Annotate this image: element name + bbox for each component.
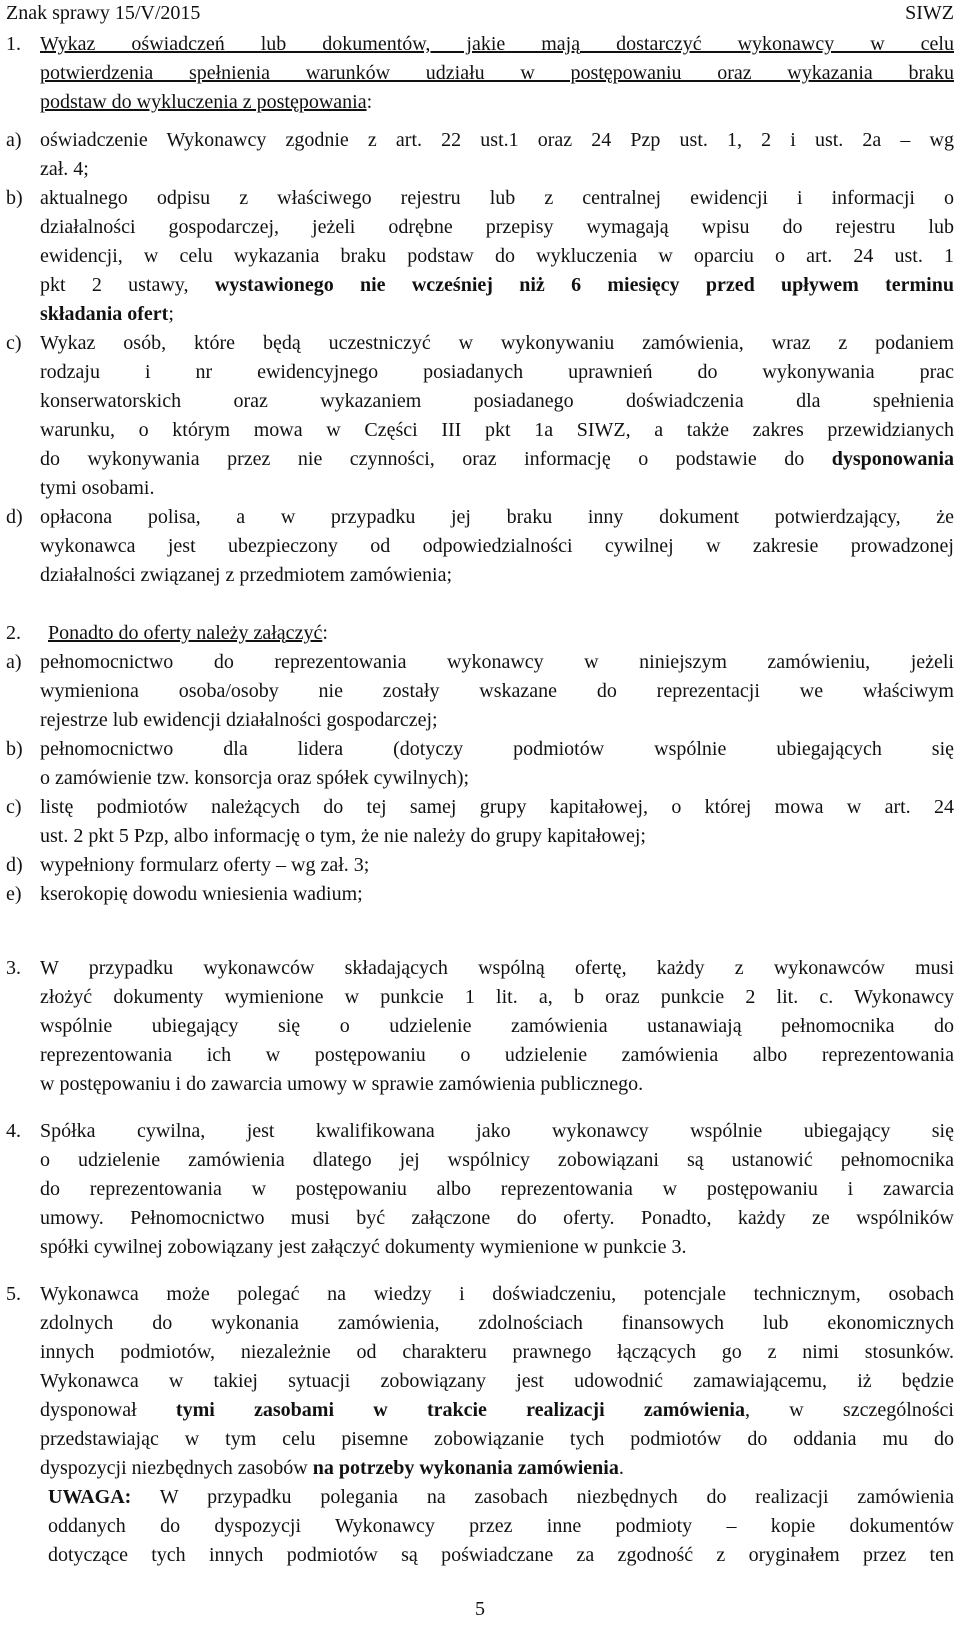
- section-1-number: 1.: [6, 33, 21, 55]
- paragraph-line: W przypadku wykonawców składających wspólną ofertę, każdy z wykonawców musi: [40, 957, 954, 979]
- section-4-number: 4.: [6, 1120, 21, 1142]
- item-label: c): [6, 332, 22, 354]
- item-text-line: wypełniony formularz oferty – wg zał. 3;: [40, 854, 370, 876]
- note-label: UWAGA:: [48, 1486, 132, 1508]
- paragraph-line: do reprezentowania w postępowaniu albo reprezentowania w postępowaniu i zawarcia: [40, 1178, 954, 1200]
- item-text-line: opłacona polisa, a w przypadku jej braku inny dokument potwierdzający, że: [40, 506, 954, 528]
- paragraph-line: przedstawiając w tym celu pisemne zobowiązanie tych podmiotów do oddania mu do: [40, 1428, 954, 1450]
- item-text-line: pkt 2 ustawy, wystawionego nie wcześniej niż 6 miesięcy przed upływem terminu: [40, 274, 954, 296]
- paragraph-line: o udzielenie zamówienia dlatego jej wspólnicy zobowiązani są ustanowić pełnomocnika: [40, 1149, 954, 1171]
- page-number: 5: [475, 1598, 485, 1620]
- section-2-number: 2.: [6, 622, 21, 644]
- case-number: Znak sprawy 15/V/2015: [6, 2, 201, 24]
- item-text-line: warunku, o którym mowa w Części III pkt 1a SIWZ, a także zakres przewidzianych: [40, 419, 954, 441]
- item-text-line: oświadczenie Wykonawcy zgodnie z art. 22 ust.1 oraz 24 Pzp ust. 1, 2 i ust. 2a – wg: [40, 129, 954, 151]
- item-label: b): [6, 738, 23, 760]
- paragraph-line: wspólnie ubiegający się o udzielenie zamówienia ustanawiają pełnomocnika do: [40, 1015, 954, 1037]
- item-text-line: o zamówienie tzw. konsorcja oraz spółek cywilnych);: [40, 767, 470, 789]
- item-text-line: wymieniona osoba/osoby nie zostały wskazane do reprezentacji we właściwym: [40, 680, 954, 702]
- item-text-line: do wykonywania przez nie czynności, oraz informację o podstawie do dysponowania: [40, 448, 954, 470]
- paragraph-line: zdolnych do wykonania zamówienia, zdolnościach finansowych lub ekonomicznych: [40, 1312, 954, 1334]
- item-label: d): [6, 854, 23, 876]
- note-line: UWAGA: W przypadku polegania na zasobach niezbędnych do realizacji zamówienia: [48, 1486, 954, 1508]
- note-line: dotyczące tych innych podmiotów są poświadczane za zgodność z oryginałem przez ten: [48, 1544, 954, 1566]
- item-text-line: ewidencji, w celu wykazania braku podstaw do wykluczenia w oparciu o art. 24 ust. 1: [40, 245, 954, 267]
- paragraph-line: umowy. Pełnomocnictwo musi być załączone do oferty. Ponadto, każdy ze wspólników: [40, 1207, 954, 1229]
- item-label: b): [6, 187, 23, 209]
- section-1-title-line: podstaw do wykluczenia z postępowania:: [40, 91, 373, 113]
- item-text-line: konserwatorskich oraz wykazaniem posiadanego doświadczenia dla spełnienia: [40, 390, 954, 412]
- document-name: SIWZ: [905, 2, 954, 24]
- paragraph-line: spółki cywilnej zobowiązany jest załączyć dokumenty wymienione w punkcie 3.: [40, 1236, 687, 1258]
- paragraph-line: dysponował tymi zasobami w trakcie realizacji zamówienia, w szczególności: [40, 1399, 954, 1421]
- item-text-line: działalności związanej z przedmiotem zamówienia;: [40, 564, 453, 586]
- paragraph-line: dyspozycji niezbędnych zasobów na potrzeby wykonania zamówienia.: [40, 1457, 624, 1479]
- item-text-line: rodzaju i nr ewidencyjnego posiadanych uprawnień do wykonywania prac: [40, 361, 954, 383]
- item-label: e): [6, 883, 22, 905]
- item-text-line: rejestrze lub ewidencji działalności gospodarczej;: [40, 709, 438, 731]
- paragraph-line: innych podmiotów, niezależnie od charakteru prawnego łączących go z nimi stosunków.: [40, 1341, 954, 1363]
- paragraph-line: w postępowaniu i do zawarcia umowy w sprawie zamówienia publicznego.: [40, 1073, 644, 1095]
- item-label: a): [6, 651, 22, 673]
- item-text-line: składania ofert;: [40, 303, 174, 325]
- item-text-line: ust. 2 pkt 5 Pzp, albo informację o tym, że nie należy do grupy kapitałowej;: [40, 825, 646, 847]
- item-text-line: działalności gospodarczej, jeżeli odrębne przepisy wymagają wpisu do rejestru lub: [40, 216, 954, 238]
- note-line: oddanych do dyspozycji Wykonawcy przez inne podmioty – kopie dokumentów: [48, 1515, 954, 1537]
- item-label: a): [6, 129, 22, 151]
- paragraph-line: Spółka cywilna, jest kwalifikowana jako wykonawcy wspólnie ubiegający się: [40, 1120, 954, 1142]
- item-text-line: aktualnego odpisu z właściwego rejestru lub z centralnej ewidencji i informacji o: [40, 187, 954, 209]
- item-text-line: pełnomocnictwo dla lidera (dotyczy podmiotów wspólnie ubiegających się: [40, 738, 954, 760]
- item-text-line: pełnomocnictwo do reprezentowania wykonawcy w niniejszym zamówieniu, jeżeli: [40, 651, 954, 673]
- paragraph-line: Wykonawca może polegać na wiedzy i doświadczeniu, potencjale technicznym, osobach: [40, 1283, 954, 1305]
- section-5-number: 5.: [6, 1283, 21, 1305]
- item-text-line: tymi osobami.: [40, 477, 155, 499]
- paragraph-line: Wykonawca w takiej sytuacji zobowiązany jest udowodnić zamawiającemu, iż będzie: [40, 1370, 954, 1392]
- section-1-title-line: potwierdzenia spełnienia warunków udziału w postępowaniu oraz wykazania braku: [40, 62, 954, 84]
- section-1-title-line: Wykaz oświadczeń lub dokumentów, jakie mają dostarczyć wykonawcy w celu: [40, 33, 954, 55]
- item-label: c): [6, 796, 22, 818]
- page-header: [6, 2, 954, 28]
- item-label: d): [6, 506, 23, 528]
- paragraph-line: złożyć dokumenty wymienione w punkcie 1 lit. a, b oraz punkcie 2 lit. c. Wykonawcy: [40, 986, 954, 1008]
- item-text-line: listę podmiotów należących do tej samej grupy kapitałowej, o której mowa w art. 24: [40, 796, 954, 818]
- item-text-line: wykonawca jest ubezpieczony od odpowiedzialności cywilnej w zakresie prowadzonej: [40, 535, 954, 557]
- paragraph-line: reprezentowania ich w postępowaniu o udzielenie zamówienia albo reprezentowania: [40, 1044, 954, 1066]
- item-text-line: zał. 4;: [40, 158, 89, 180]
- section-3-number: 3.: [6, 957, 21, 979]
- item-text-line: Wykaz osób, które będą uczestniczyć w wykonywaniu zamówienia, wraz z podaniem: [40, 332, 954, 354]
- section-2-title: Ponadto do oferty należy załączyć:: [48, 622, 328, 644]
- item-text-line: kserokopię dowodu wniesienia wadium;: [40, 883, 363, 905]
